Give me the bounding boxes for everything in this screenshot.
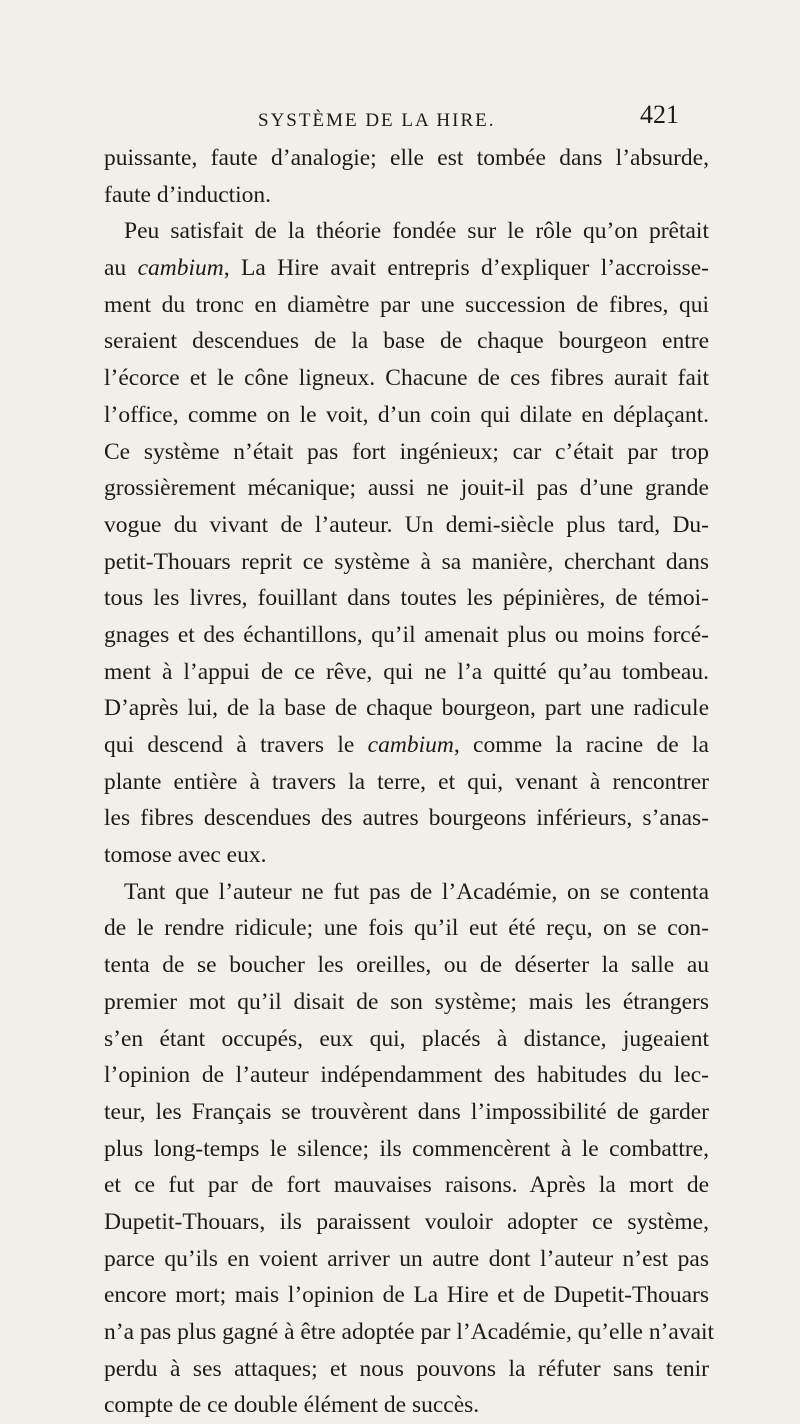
text-line [104,250,709,287]
text-line: ment du tronc en diamètre par une succession de fibres, qui [104,291,709,318]
text-line: vogue du vivant de l’auteur. Un demi-siècle plus tard, Du- [104,511,709,538]
page-header [0,100,800,142]
text-line: de le rendre ridicule; une fois qu’il eut été reçu, on se con- [104,915,709,942]
text-line: seraient descendues de la base de chaque bourgeon entre [104,328,709,355]
text-line [104,727,709,764]
text-line: plante entière à travers la terre, et qui, venant à rencontrer [104,768,709,795]
text-line: Peu satisfait de la théorie fondée sur le rôle qu’on prêtait [124,218,709,245]
text-line: encore mort; mais l’opinion de La Hire et de Dupetit-Thouars [104,1282,709,1309]
text-line: compte de ce double élément de succès. [104,1392,480,1419]
text-line: Ce système n’était pas fort ingénieux; car c’était par trop [104,438,709,465]
text-line: parce qu’ils en voient arriver un autre dont l’auteur n’est pas [104,1245,709,1272]
text-line: ment à l’appui de ce rêve, qui ne l’a quitté qu’au tombeau. [104,658,709,685]
text-segment: , comme la racine de la [453,732,709,758]
italic-term: cambium [367,732,454,758]
running-title: SYSTÈME DE LA HIRE. [258,110,496,131]
text-line: premier mot qu’il disait de son système; mais les étrangers [104,988,709,1015]
text-line: teur, les Français se trouvèrent dans l’impossibilité de garder [104,1098,709,1125]
text-line: s’en étant occupés, eux qui, placés à distance, jugeaient [104,1025,709,1052]
text-line: D’après lui, de la base de chaque bourgeon, part une radicule [104,695,709,722]
text-line: gnages et des échantillons, qu’il amenait plus ou moins forcé- [104,621,709,648]
text-line: petit-Thouars reprit ce système à sa manière, cherchant dans [104,548,709,575]
text-line: faute d’induction. [104,181,272,208]
text-line: l’opinion de l’auteur indépendamment des habitudes du lec- [104,1062,709,1089]
text-segment: qui descend à travers le [104,732,368,758]
italic-term: cambium [137,255,224,282]
text-line: perdu à ses attaques; et nous pouvons la réfuter sans tenir [104,1355,709,1382]
text-line: tomose avec eux. [104,842,267,869]
text-segment: au [104,255,138,282]
text-line: plus long-temps le silence; ils commencèrent à le combattre, [104,1135,709,1162]
text-line: les fibres descendues des autres bourgeons inférieurs, s’anas- [104,805,709,832]
text-line: et ce fut par de fort mauvaises raisons. Après la mort de [104,1172,709,1199]
body-text [104,140,715,1424]
text-line: Dupetit-Thouars, ils paraissent vouloir adopter ce système, [104,1208,709,1235]
text-line: tous les livres, fouillant dans toutes les pépinières, de témoi- [104,585,709,612]
text-line: l’écorce et le cône ligneux. Chacune de ces fibres aurait fait [104,365,709,392]
text-line: tenta de se boucher les oreilles, ou de déserter la salle au [104,952,709,979]
text-line: Tant que l’auteur ne fut pas de l’Académie, on se contenta [124,878,709,905]
text-line: n’a pas plus gagné à être adoptée par l’Académie, qu’elle n’avait [104,1319,715,1345]
text-line: grossièrement mécanique; aussi ne jouit-il pas d’une grande [104,475,709,502]
page-number: 421 [640,100,679,129]
text-segment: , La Hire avait entrepris d’expliquer l’accroisse- [223,255,709,282]
text-line: puissante, faute d’analogie; elle est tombée dans l’absurde, [104,145,709,171]
text-line: l’office, comme on le voit, d’un coin qui dilate en déplaçant. [104,401,709,428]
